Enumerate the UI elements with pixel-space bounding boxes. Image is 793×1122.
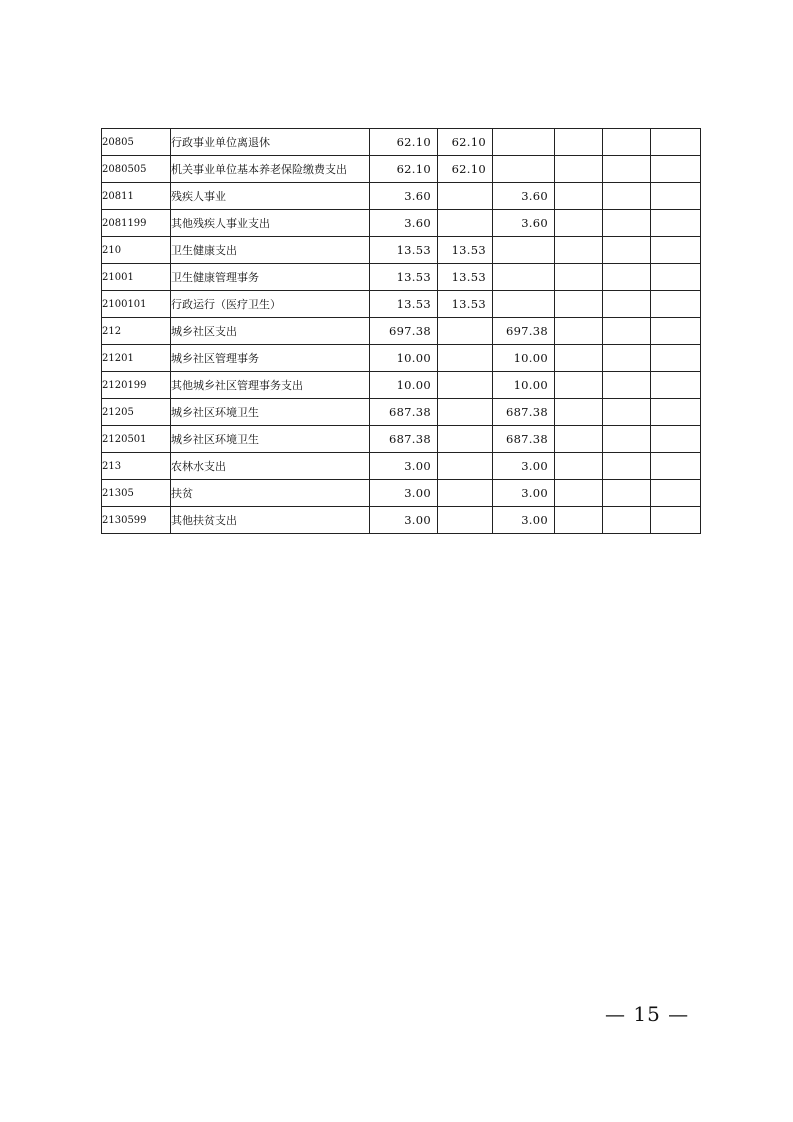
subject-code-cell: 20811 (102, 183, 171, 210)
empty-cell (651, 156, 701, 183)
total-amount-cell: 3.00 (370, 507, 438, 534)
subject-code-cell: 2081199 (102, 210, 171, 237)
empty-cell (651, 210, 701, 237)
project-expenditure-cell (493, 156, 555, 183)
subject-code-cell: 2120199 (102, 372, 171, 399)
project-expenditure-cell: 697.38 (493, 318, 555, 345)
empty-cell (555, 399, 603, 426)
empty-cell (555, 480, 603, 507)
project-expenditure-cell: 3.00 (493, 453, 555, 480)
empty-cell (555, 183, 603, 210)
basic-expenditure-cell (438, 183, 493, 210)
table-row (102, 345, 701, 372)
subject-name-cell: 卫生健康管理事务 (171, 264, 370, 291)
empty-cell (651, 318, 701, 345)
project-expenditure-cell: 687.38 (493, 426, 555, 453)
empty-cell (603, 453, 651, 480)
subject-name-cell: 残疾人事业 (171, 183, 370, 210)
basic-expenditure-cell (438, 426, 493, 453)
basic-expenditure-cell (438, 210, 493, 237)
subject-name-cell: 扶贫 (171, 480, 370, 507)
empty-cell (603, 264, 651, 291)
basic-expenditure-cell (438, 399, 493, 426)
subject-name-cell: 行政运行（医疗卫生） (171, 291, 370, 318)
empty-cell (603, 156, 651, 183)
table-row (102, 291, 701, 318)
subject-code-cell: 210 (102, 237, 171, 264)
subject-name-cell: 机关事业单位基本养老保险缴费支出 (171, 156, 370, 183)
subject-code-cell: 2080505 (102, 156, 171, 183)
empty-cell (555, 129, 603, 156)
subject-name-cell: 其他残疾人事业支出 (171, 210, 370, 237)
subject-code-cell: 21201 (102, 345, 171, 372)
empty-cell (651, 426, 701, 453)
table-row (102, 210, 701, 237)
empty-cell (603, 480, 651, 507)
total-amount-cell: 3.60 (370, 183, 438, 210)
total-amount-cell: 3.00 (370, 453, 438, 480)
project-expenditure-cell: 10.00 (493, 372, 555, 399)
empty-cell (651, 183, 701, 210)
empty-cell (603, 183, 651, 210)
table-row (102, 183, 701, 210)
table-body (102, 129, 701, 534)
empty-cell (603, 318, 651, 345)
empty-cell (651, 372, 701, 399)
table-row (102, 426, 701, 453)
empty-cell (555, 237, 603, 264)
empty-cell (603, 237, 651, 264)
empty-cell (603, 345, 651, 372)
total-amount-cell: 13.53 (370, 237, 438, 264)
basic-expenditure-cell (438, 372, 493, 399)
table-row (102, 264, 701, 291)
empty-cell (555, 453, 603, 480)
empty-cell (555, 507, 603, 534)
table-row (102, 453, 701, 480)
empty-cell (651, 264, 701, 291)
subject-name-cell: 城乡社区支出 (171, 318, 370, 345)
basic-expenditure-cell: 13.53 (438, 264, 493, 291)
empty-cell (603, 399, 651, 426)
project-expenditure-cell (493, 264, 555, 291)
total-amount-cell: 3.60 (370, 210, 438, 237)
total-amount-cell: 62.10 (370, 129, 438, 156)
project-expenditure-cell: 3.60 (493, 183, 555, 210)
empty-cell (651, 237, 701, 264)
subject-name-cell: 农林水支出 (171, 453, 370, 480)
empty-cell (555, 426, 603, 453)
basic-expenditure-cell (438, 318, 493, 345)
basic-expenditure-cell: 13.53 (438, 291, 493, 318)
subject-code-cell: 2130599 (102, 507, 171, 534)
table-row (102, 399, 701, 426)
subject-name-cell: 其他城乡社区管理事务支出 (171, 372, 370, 399)
subject-code-cell: 2120501 (102, 426, 171, 453)
subject-name-cell: 城乡社区管理事务 (171, 345, 370, 372)
empty-cell (603, 291, 651, 318)
empty-cell (603, 372, 651, 399)
empty-cell (603, 507, 651, 534)
subject-code-cell: 21205 (102, 399, 171, 426)
subject-name-cell: 城乡社区环境卫生 (171, 426, 370, 453)
total-amount-cell: 10.00 (370, 372, 438, 399)
empty-cell (555, 291, 603, 318)
empty-cell (555, 372, 603, 399)
project-expenditure-cell: 3.60 (493, 210, 555, 237)
project-expenditure-cell: 10.00 (493, 345, 555, 372)
table-row (102, 372, 701, 399)
subject-name-cell: 卫生健康支出 (171, 237, 370, 264)
empty-cell (603, 210, 651, 237)
basic-expenditure-cell (438, 345, 493, 372)
empty-cell (603, 426, 651, 453)
empty-cell (651, 399, 701, 426)
project-expenditure-cell (493, 291, 555, 318)
subject-name-cell: 城乡社区环境卫生 (171, 399, 370, 426)
table-row (102, 480, 701, 507)
basic-expenditure-cell (438, 507, 493, 534)
table-row (102, 129, 701, 156)
subject-code-cell: 21305 (102, 480, 171, 507)
project-expenditure-cell: 3.00 (493, 480, 555, 507)
total-amount-cell: 3.00 (370, 480, 438, 507)
empty-cell (555, 156, 603, 183)
subject-code-cell: 213 (102, 453, 171, 480)
project-expenditure-cell (493, 237, 555, 264)
project-expenditure-cell: 3.00 (493, 507, 555, 534)
total-amount-cell: 10.00 (370, 345, 438, 372)
subject-code-cell: 21001 (102, 264, 171, 291)
table-row (102, 507, 701, 534)
basic-expenditure-cell: 13.53 (438, 237, 493, 264)
budget-expenditure-table (101, 128, 701, 534)
empty-cell (651, 129, 701, 156)
table-row (102, 237, 701, 264)
total-amount-cell: 13.53 (370, 291, 438, 318)
page-number: — 15 — (605, 1002, 690, 1026)
subject-name-cell: 其他扶贫支出 (171, 507, 370, 534)
table-row (102, 318, 701, 345)
basic-expenditure-cell: 62.10 (438, 129, 493, 156)
subject-code-cell: 2100101 (102, 291, 171, 318)
basic-expenditure-cell (438, 480, 493, 507)
total-amount-cell: 697.38 (370, 318, 438, 345)
empty-cell (555, 318, 603, 345)
empty-cell (555, 345, 603, 372)
basic-expenditure-cell (438, 453, 493, 480)
empty-cell (555, 264, 603, 291)
empty-cell (651, 345, 701, 372)
total-amount-cell: 62.10 (370, 156, 438, 183)
empty-cell (651, 291, 701, 318)
total-amount-cell: 687.38 (370, 426, 438, 453)
total-amount-cell: 13.53 (370, 264, 438, 291)
subject-code-cell: 20805 (102, 129, 171, 156)
project-expenditure-cell (493, 129, 555, 156)
empty-cell (603, 129, 651, 156)
total-amount-cell: 687.38 (370, 399, 438, 426)
empty-cell (651, 480, 701, 507)
project-expenditure-cell: 687.38 (493, 399, 555, 426)
empty-cell (651, 453, 701, 480)
basic-expenditure-cell: 62.10 (438, 156, 493, 183)
table-row (102, 156, 701, 183)
empty-cell (651, 507, 701, 534)
subject-code-cell: 212 (102, 318, 171, 345)
subject-name-cell: 行政事业单位离退休 (171, 129, 370, 156)
empty-cell (555, 210, 603, 237)
